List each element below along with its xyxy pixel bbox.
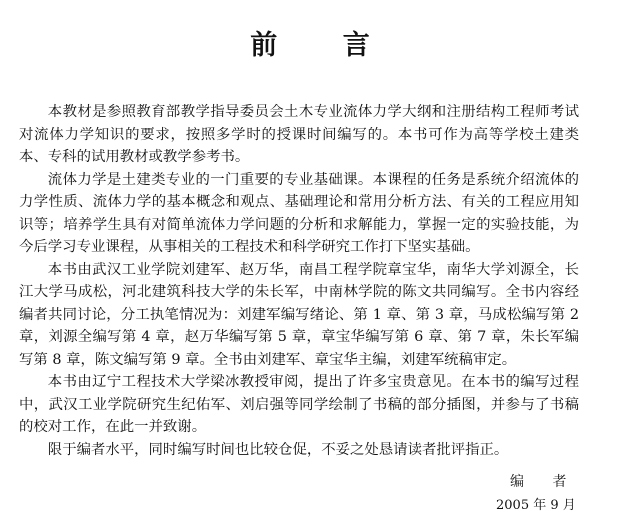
page-title: 前 言 bbox=[250, 30, 398, 61]
paragraph-1: 本教材是参照教育部教学指导委员会土木专业流体力学大纲和注册结构工程师考试对流体力学知识的要求，按照多学时的授课时间编写的。本书可作为高等学校土建类本、专科的试用教材或教学参考书。 bbox=[19, 104, 579, 165]
paragraph-4: 本书由辽宁工程技术大学梁冰教授审阅，提出了许多宝贵意见。在本书的编写过程中，武汉工业学院研究生纪佑军、刘启强等同学绘制了书稿的部分插图，并参与了书稿的校对工作，在此一并致谢。 bbox=[19, 374, 579, 435]
preface-body bbox=[19, 101, 579, 461]
paragraph-2: 流体力学是土建类专业的一门重要的专业基础课。本课程的任务是系统介绍流体的力学性质、流体力学的基本概念和观点、基础理论和常用分析方法、有关的工程应用知识等；培养学生具有对简单流体力学问题的分析和求解能力，掌握一定的实验技能，为今后学习专业课程，从事相关的工程技术和科学研究工作打下坚实基础。 bbox=[19, 171, 579, 255]
preface-date: 2005 年 9 月 bbox=[496, 498, 576, 513]
editor-signature: 编 者 bbox=[510, 474, 579, 490]
paragraph-5: 限于编者水平，同时编写时间也比较仓促，不妥之处恳请读者批评指正。 bbox=[47, 441, 509, 458]
paragraph-3: 本书由武汉工业学院刘建军、赵万华，南昌工程学院章宝华，南华大学刘源全，长江大学马成松，河北建筑科技大学的朱长军，中南林学院的陈文共同编写。全书内容经编者共同讨论，分工执笔情况为：刘建军编写绪论、第 1 章、第 3 章，马成松编写第 2 章，刘源全编写第 4 章，赵万华编写第 5 章，章宝华编写第 6 章、第 7 章，朱长军编写第 8 章，陈文编写第 9 章。全书由刘建军、章宝华主编，刘建军统稿审定。 bbox=[19, 261, 579, 368]
